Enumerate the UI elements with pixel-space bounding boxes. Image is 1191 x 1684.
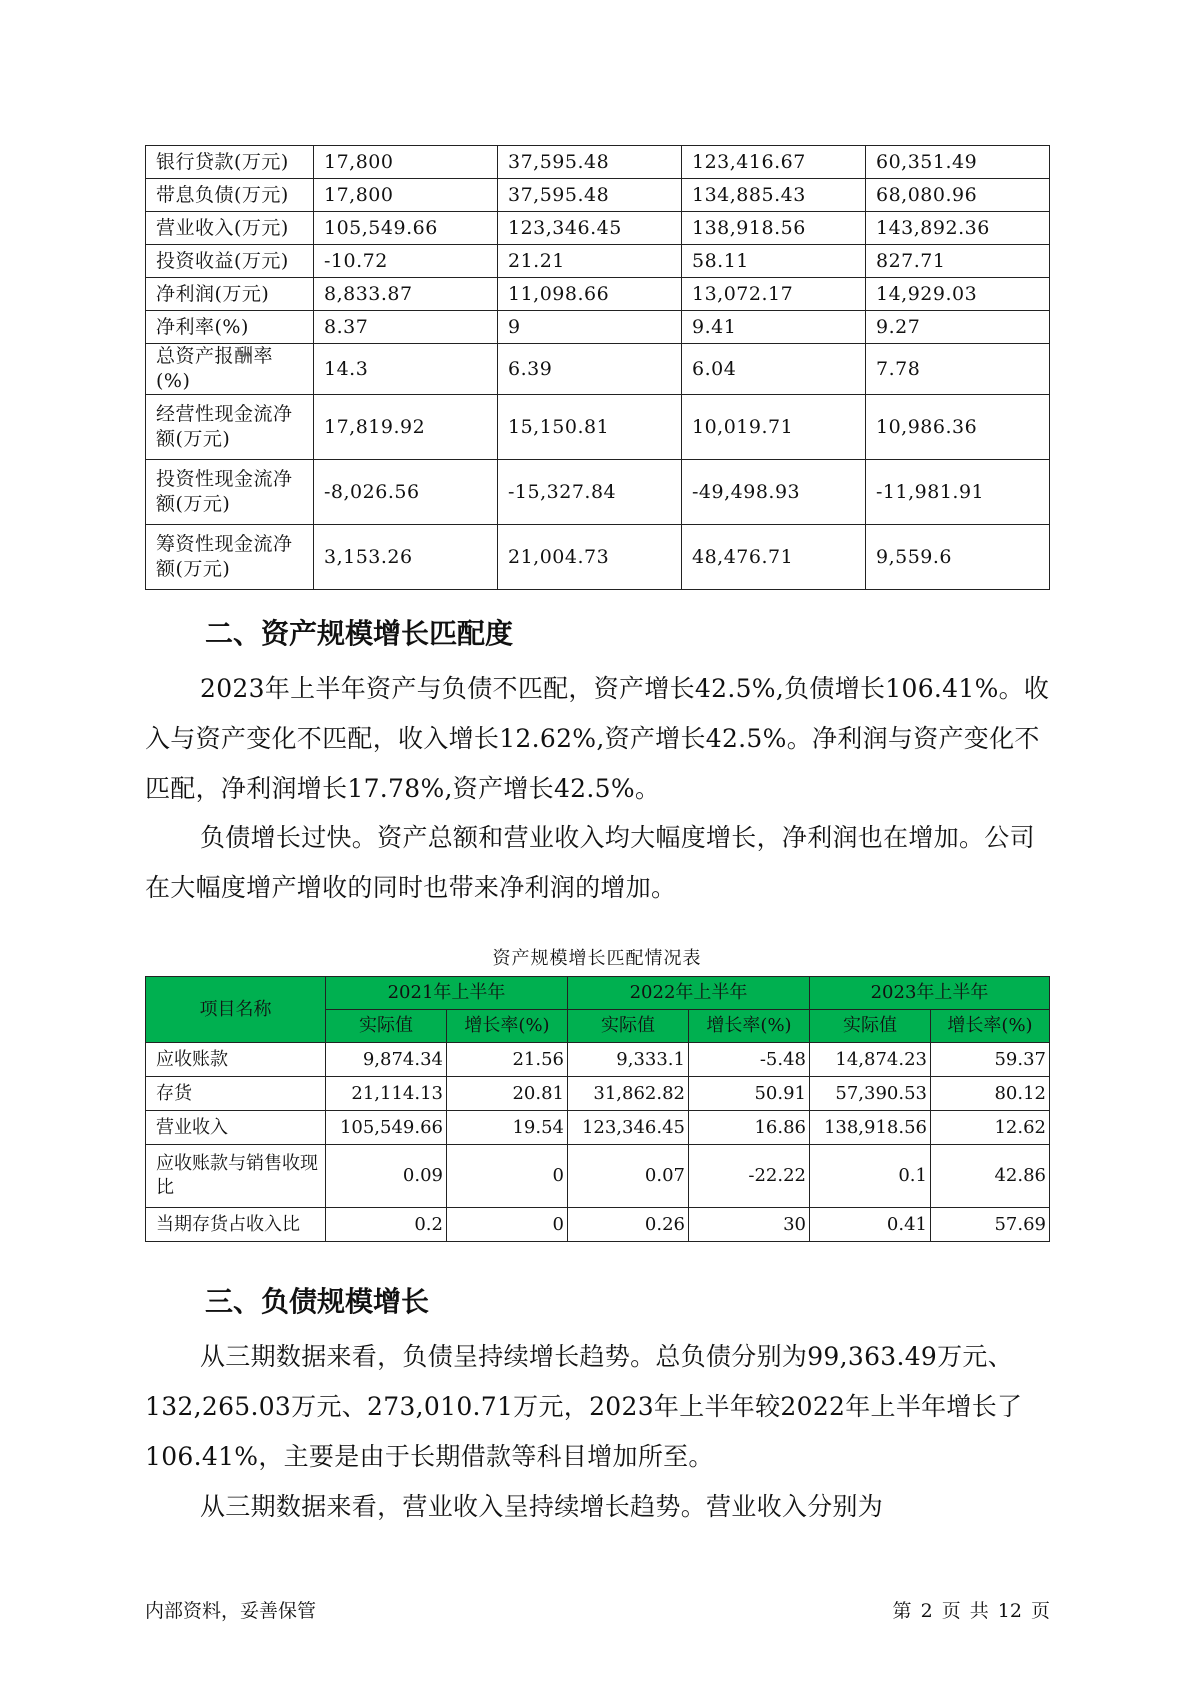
cell-value: 58.11 [682, 245, 866, 278]
growth-rate-header: 增长率(%) [689, 1010, 810, 1043]
cell-value: -49,498.93 [682, 460, 866, 525]
cell-value: 10,019.71 [682, 395, 866, 460]
table-caption: 资产规模增长匹配情况表 [492, 948, 702, 969]
actual-value-header: 实际值 [568, 1010, 689, 1043]
cell-value: 59.37 [931, 1043, 1050, 1077]
cell-value: 0 [447, 1145, 568, 1208]
row-label: 筹资性现金流净额(万元) [146, 525, 314, 590]
paragraph-liability-growth: 负债增长过快。资产总额和营业收入均大幅度增长，净利润也在增加。公司在大幅度增产增收的同时也带来净利润的增加。 [145, 823, 1035, 902]
cell-value: -5.48 [689, 1043, 810, 1077]
cell-value: 19.54 [447, 1111, 568, 1145]
cell-value: 0.2 [326, 1208, 447, 1242]
cell-value: 9 [498, 311, 682, 344]
cell-value: 57,390.53 [810, 1077, 931, 1111]
cell-value: 9.27 [866, 311, 1050, 344]
row-label: 投资收益(万元) [146, 245, 314, 278]
asset-growth-match-table [145, 976, 1050, 1242]
table-row [146, 146, 1050, 179]
cell-value: 138,918.56 [810, 1111, 931, 1145]
cell-value: 14,874.23 [810, 1043, 931, 1077]
cell-value: 7.78 [866, 344, 1050, 395]
cell-value: 68,080.96 [866, 179, 1050, 212]
cell-value: 80.12 [931, 1077, 1050, 1111]
period-header: 2021年上半年 [326, 977, 568, 1010]
cell-value: 57.69 [931, 1208, 1050, 1242]
cell-value: 6.04 [682, 344, 866, 395]
row-label: 营业收入 [146, 1111, 326, 1145]
row-label: 应收账款与销售收现比 [146, 1145, 326, 1208]
cell-value: 60,351.49 [866, 146, 1050, 179]
cell-value: 8,833.87 [314, 278, 498, 311]
section-heading-asset-growth: 二、资产规模增长匹配度 [205, 617, 514, 650]
cell-value: 15,150.81 [498, 395, 682, 460]
cell-value: 21.56 [447, 1043, 568, 1077]
item-name-header: 项目名称 [146, 977, 326, 1043]
table-row [146, 395, 1050, 460]
cell-value: 138,918.56 [682, 212, 866, 245]
cell-value: 30 [689, 1208, 810, 1242]
cell-value: 8.37 [314, 311, 498, 344]
section-heading-liability-growth: 三、负债规模增长 [205, 1285, 430, 1318]
growth-rate-header: 增长率(%) [447, 1010, 568, 1043]
row-label: 存货 [146, 1077, 326, 1111]
cell-value: 14,929.03 [866, 278, 1050, 311]
row-label: 营业收入(万元) [146, 212, 314, 245]
growth-rate-header: 增长率(%) [931, 1010, 1050, 1043]
financial-summary-table [145, 145, 1050, 590]
cell-value: 21,114.13 [326, 1077, 447, 1111]
paragraph-liability-trend: 从三期数据来看，负债呈持续增长趋势。总负债分别为99,363.49万元、132,265.03万元、273,010.71万元，2023年上半年较2022年上半年增长了106.41%，主要是由于长期借款等科目增加所至。 [145, 1342, 1023, 1471]
cell-value: 11,098.66 [498, 278, 682, 311]
row-label: 净利润(万元) [146, 278, 314, 311]
cell-value: 21,004.73 [498, 525, 682, 590]
header-row [146, 977, 1050, 1010]
cell-value: 123,346.45 [568, 1111, 689, 1145]
paragraph-revenue-trend: 从三期数据来看，营业收入呈持续增长趋势。营业收入分别为 [200, 1492, 884, 1521]
cell-value: 0.1 [810, 1145, 931, 1208]
cell-value: -22.22 [689, 1145, 810, 1208]
table-row [146, 1043, 1050, 1077]
cell-value: 13,072.17 [682, 278, 866, 311]
row-label: 当期存货占收入比 [146, 1208, 326, 1242]
table-row [146, 525, 1050, 590]
paragraph-asset-mismatch: 2023年上半年资产与负债不匹配，资产增长42.5%,负债增长106.41%。收入与资产变化不匹配，收入增长12.62%,资产增长42.5%。净利润与资产变化不匹配，净利润增长17.78%,资产增长42.5%。 [145, 674, 1050, 803]
cell-value: 42.86 [931, 1145, 1050, 1208]
cell-value: 48,476.71 [682, 525, 866, 590]
cell-value: 105,549.66 [326, 1111, 447, 1145]
cell-value: -15,327.84 [498, 460, 682, 525]
table-row [146, 460, 1050, 525]
cell-value: 0 [447, 1208, 568, 1242]
cell-value: 0.09 [326, 1145, 447, 1208]
table-row [146, 278, 1050, 311]
actual-value-header: 实际值 [326, 1010, 447, 1043]
cell-value: 9,874.34 [326, 1043, 447, 1077]
row-label: 总资产报酬率(%) [146, 344, 314, 395]
cell-value: 123,346.45 [498, 212, 682, 245]
cell-value: -8,026.56 [314, 460, 498, 525]
table-row [146, 344, 1050, 395]
cell-value: 0.07 [568, 1145, 689, 1208]
cell-value: 134,885.43 [682, 179, 866, 212]
row-label: 经营性现金流净额(万元) [146, 395, 314, 460]
table-row [146, 311, 1050, 344]
footer-page-number: 第 2 页 共 12 页 [892, 1600, 1050, 1622]
row-label: 净利率(%) [146, 311, 314, 344]
table-row [146, 1111, 1050, 1145]
cell-value: 105,549.66 [314, 212, 498, 245]
table-row [146, 245, 1050, 278]
cell-value: 3,153.26 [314, 525, 498, 590]
cell-value: 9,559.6 [866, 525, 1050, 590]
table-row [146, 1145, 1050, 1208]
cell-value: 9,333.1 [568, 1043, 689, 1077]
cell-value: 21.21 [498, 245, 682, 278]
cell-value: 37,595.48 [498, 179, 682, 212]
row-label: 带息负债(万元) [146, 179, 314, 212]
cell-value: 9.41 [682, 311, 866, 344]
cell-value: 31,862.82 [568, 1077, 689, 1111]
cell-value: 14.3 [314, 344, 498, 395]
row-label: 投资性现金流净额(万元) [146, 460, 314, 525]
period-header: 2022年上半年 [568, 977, 810, 1010]
cell-value: 20.81 [447, 1077, 568, 1111]
cell-value: 6.39 [498, 344, 682, 395]
actual-value-header: 实际值 [810, 1010, 931, 1043]
cell-value: 0.41 [810, 1208, 931, 1242]
row-label: 应收账款 [146, 1043, 326, 1077]
cell-value: 17,819.92 [314, 395, 498, 460]
cell-value: 0.26 [568, 1208, 689, 1242]
cell-value: 827.71 [866, 245, 1050, 278]
cell-value: 12.62 [931, 1111, 1050, 1145]
cell-value: -11,981.91 [866, 460, 1050, 525]
cell-value: 10,986.36 [866, 395, 1050, 460]
row-label: 银行贷款(万元) [146, 146, 314, 179]
cell-value: 123,416.67 [682, 146, 866, 179]
table-row [146, 179, 1050, 212]
cell-value: 17,800 [314, 179, 498, 212]
cell-value: 37,595.48 [498, 146, 682, 179]
cell-value: 143,892.36 [866, 212, 1050, 245]
period-header: 2023年上半年 [810, 977, 1050, 1010]
footer-confidential-note: 内部资料，妥善保管 [145, 1600, 317, 1622]
table-row [146, 1077, 1050, 1111]
cell-value: 17,800 [314, 146, 498, 179]
table-row [146, 212, 1050, 245]
cell-value: -10.72 [314, 245, 498, 278]
table-row [146, 1208, 1050, 1242]
cell-value: 16.86 [689, 1111, 810, 1145]
cell-value: 50.91 [689, 1077, 810, 1111]
